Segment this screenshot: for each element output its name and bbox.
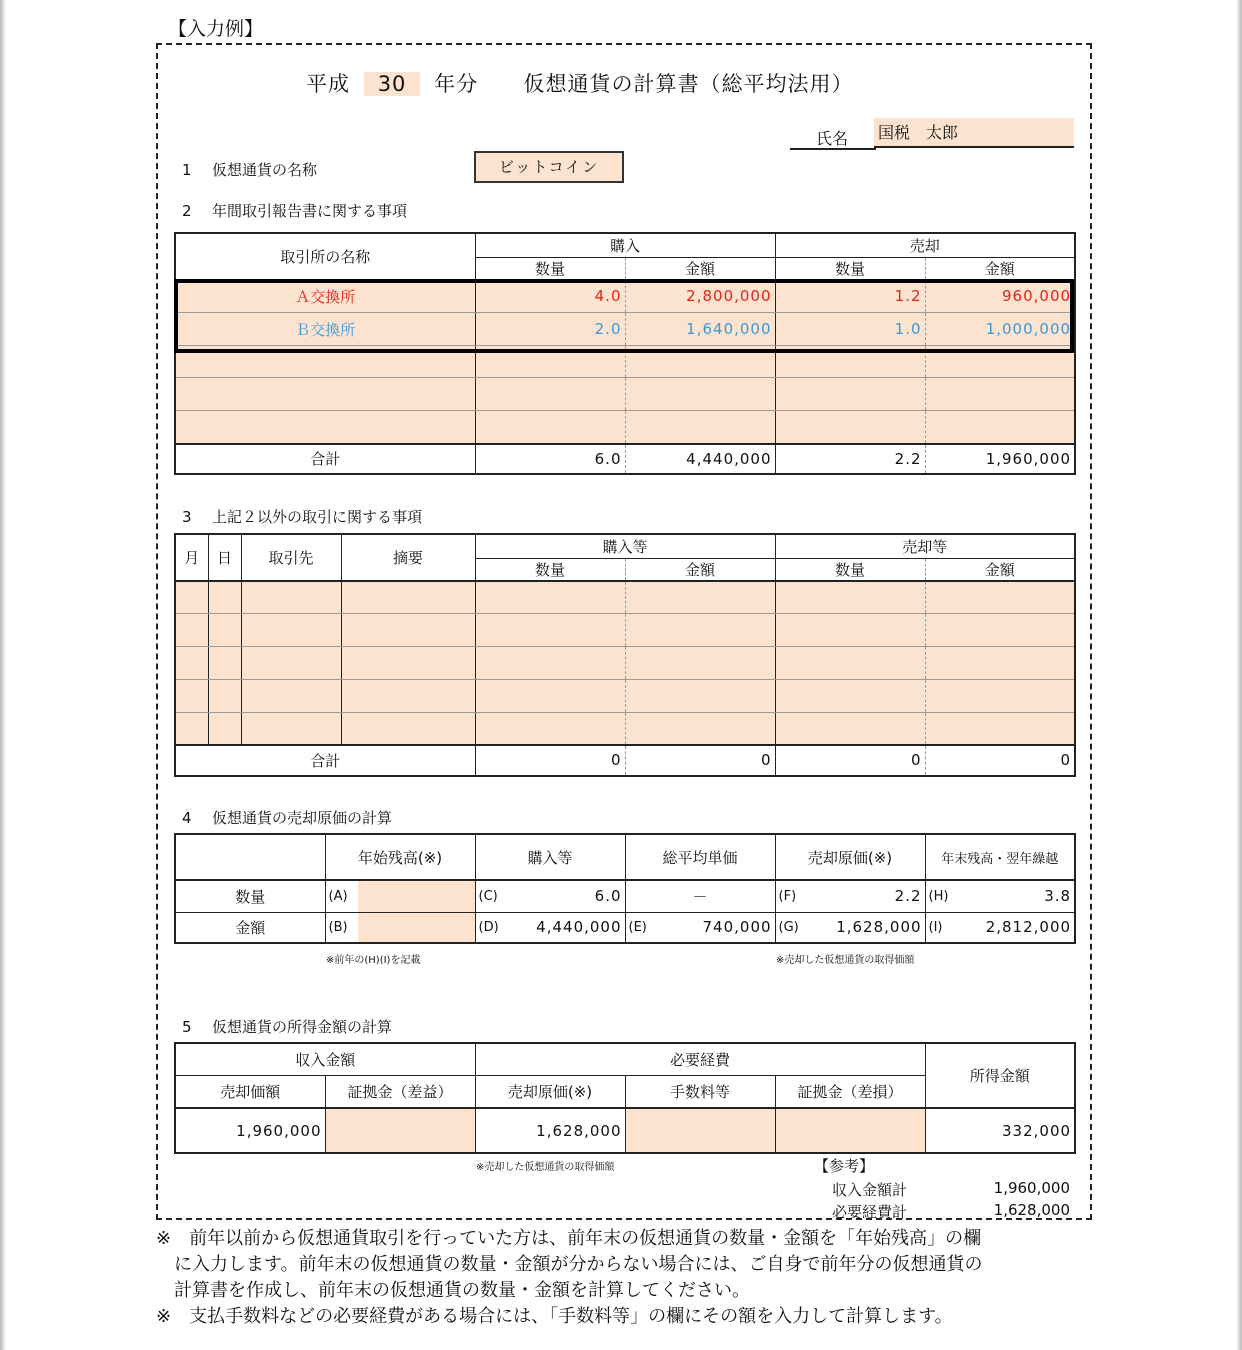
section4-label: 仮想通貨の売却原価の計算 (212, 809, 393, 827)
era-label: 平成 (306, 72, 350, 96)
sell-amount-cell[interactable] (925, 378, 1075, 411)
header-average-price: 総平均単価 (625, 834, 775, 880)
currency-name-field[interactable]: ビットコイン (474, 151, 624, 183)
footnote-line-3: 計算書を作成し、前年末の仮想通貨の数量・金額を計算してください。 (156, 1280, 750, 1301)
buy-amount-cell[interactable]: 1,640,000 (625, 313, 775, 346)
buy-amount-cell[interactable] (625, 581, 775, 614)
section5-number: 5 (182, 1018, 192, 1036)
sell-qty-cell[interactable] (775, 378, 925, 411)
section1-label: 仮想通貨の名称 (212, 161, 318, 179)
buy-qty-cell[interactable] (475, 614, 625, 647)
header-income-total: 所得金額 (925, 1043, 1075, 1108)
name-label: 氏名 (816, 129, 849, 148)
ref-expense-value: 1,628,000 (993, 1201, 1070, 1219)
sell-amount-cell[interactable] (925, 713, 1075, 745)
summary-cell[interactable] (341, 581, 475, 614)
header-sell-qty: 数量 (775, 558, 925, 581)
sell-amount-cell[interactable] (925, 647, 1075, 680)
sell-qty-cell[interactable] (775, 614, 925, 647)
margin-loss-field[interactable] (775, 1108, 925, 1153)
header-sell-amount: 金額 (925, 257, 1075, 280)
form-title (306, 68, 853, 98)
sale-price-value: 1,960,000 (175, 1108, 325, 1153)
sell-qty-cell[interactable] (775, 647, 925, 680)
buy-qty-cell[interactable] (475, 713, 625, 745)
header-purchases: 購入等 (475, 834, 625, 880)
buy-amount-cell[interactable] (625, 680, 775, 713)
margin-gain-field[interactable] (325, 1108, 475, 1153)
day-cell[interactable] (208, 713, 241, 745)
partner-cell[interactable] (241, 647, 341, 680)
header-month: 月 (175, 534, 208, 581)
sell-amount-cell[interactable] (925, 680, 1075, 713)
ref-income-value: 1,960,000 (993, 1179, 1070, 1197)
header-buy-amount: 金額 (625, 257, 775, 280)
opening-amount-field[interactable] (358, 912, 475, 943)
total-label: 合計 (175, 444, 475, 474)
header-partner: 取引先 (241, 534, 341, 581)
section5-heading (182, 1016, 392, 1037)
buy-qty-cell[interactable] (475, 680, 625, 713)
summary-cell[interactable] (341, 647, 475, 680)
summary-cell[interactable] (341, 614, 475, 647)
total-row (175, 745, 1075, 776)
section4-heading (182, 807, 392, 828)
sell-amount-cell[interactable]: 1,000,000 (925, 313, 1075, 346)
header-sale: 売却等 (775, 534, 1075, 558)
header-margin-loss: 証拠金（差損） (775, 1075, 925, 1108)
buy-amount-cell[interactable] (625, 713, 775, 745)
exchange-report-table (174, 232, 1076, 475)
month-cell[interactable] (175, 647, 208, 680)
month-cell[interactable] (175, 680, 208, 713)
section1-heading (182, 159, 317, 180)
month-cell[interactable] (175, 581, 208, 614)
sell-amount-cell[interactable]: 960,000 (925, 280, 1075, 313)
footnote-line-1: ※ 前年以前から仮想通貨取引を行っていた方は、前年末の仮想通貨の数量・金額を「年始残高」の欄 (156, 1228, 982, 1249)
label-f: (F) (775, 880, 808, 912)
header-margin-gain: 証拠金（差益） (325, 1075, 475, 1108)
exchange-name-cell[interactable]: Ａ交換所 (175, 280, 475, 313)
sell-amount-cell[interactable] (925, 614, 1075, 647)
name-underline (790, 148, 876, 150)
total-label: 合計 (175, 745, 475, 776)
row-label-amount: 金額 (175, 912, 325, 943)
total-buy-qty: 0 (475, 745, 625, 776)
sell-qty-cell[interactable]: 1.0 (775, 313, 925, 346)
summary-cell[interactable] (341, 713, 475, 745)
header-purchase: 購入等 (475, 534, 775, 558)
cost-note-2: ※売却した仮想通貨の取得価額 (476, 1162, 615, 1173)
partner-cell[interactable] (241, 680, 341, 713)
header-buy-amount: 金額 (625, 558, 775, 581)
fees-field[interactable] (625, 1108, 775, 1153)
month-cell[interactable] (175, 713, 208, 745)
section2-label: 年間取引報告書に関する事項 (212, 202, 408, 220)
partner-cell[interactable] (241, 581, 341, 614)
section3-number: 3 (182, 508, 192, 526)
header-day: 日 (208, 534, 241, 581)
header-income: 収入金額 (175, 1043, 475, 1075)
cost-amount-value: 1,628,000 (808, 912, 925, 943)
sell-qty-cell[interactable] (775, 581, 925, 614)
table-row (175, 713, 1075, 745)
total-sell-qty: 0 (775, 745, 925, 776)
footnote-line-2: に入力します。前年末の仮想通貨の数量・金額が分からない場合には、ご自身で前年分の仮想通貨の (156, 1254, 983, 1275)
section4-number: 4 (182, 809, 192, 827)
total-sell-amount: 0 (1060, 751, 1072, 769)
section2-heading (182, 200, 407, 221)
total-sell-qty: 2.2 (775, 444, 925, 474)
label-e: (E) (628, 919, 647, 935)
section1-number: 1 (182, 161, 192, 179)
label-g: (G) (778, 919, 799, 935)
total-buy-amount: 4,440,000 (625, 444, 775, 474)
table-row (175, 378, 1075, 411)
closing-qty-value: 3.8 (958, 880, 1075, 912)
sell-qty-cell[interactable] (775, 713, 925, 745)
total-buy-qty: 6.0 (475, 444, 625, 474)
other-transactions-table (174, 533, 1076, 777)
income-calculation-table (174, 1042, 1076, 1154)
day-cell[interactable] (208, 614, 241, 647)
cost-note: ※売却した仮想通貨の取得価額 (776, 955, 915, 966)
page-edge-right (1236, 0, 1242, 1350)
table-row (175, 912, 1075, 943)
buy-qty-cell[interactable] (475, 647, 625, 680)
table-row (175, 581, 1075, 614)
header-buy: 購入 (475, 233, 775, 257)
table-row (175, 1108, 1075, 1153)
header-opening-balance: 年始残高(※) (325, 834, 475, 880)
buy-amount-cell[interactable] (625, 378, 775, 411)
day-cell[interactable] (208, 680, 241, 713)
sell-qty-cell[interactable] (775, 411, 925, 444)
ref-income-label: 収入金額計 (832, 1181, 908, 1199)
section3-heading (182, 506, 422, 527)
table-row (175, 411, 1075, 444)
header-closing-balance: 年末残高・翌年繰越 (925, 834, 1075, 880)
section5-label: 仮想通貨の所得金額の計算 (212, 1018, 393, 1036)
average-price-value: 740,000 (658, 912, 775, 943)
year-field[interactable]: 30 (364, 72, 421, 96)
total-sell-amount: 1,960,000 (985, 449, 1072, 468)
header-exchange-name: 取引所の名称 (175, 233, 475, 280)
buy-qty-cell[interactable]: 2.0 (475, 313, 625, 346)
header-fees: 手数料等 (625, 1075, 775, 1108)
row-label-qty: 数量 (175, 880, 325, 912)
label-h: (H) (925, 880, 958, 912)
header-sell: 売却 (775, 233, 1075, 257)
section2-number: 2 (182, 202, 192, 220)
buy-qty-cell[interactable] (475, 581, 625, 614)
income-value: 332,000 (1002, 1121, 1072, 1140)
header-summary: 摘要 (341, 534, 475, 581)
cost-calculation-table (174, 833, 1076, 944)
section3-label: 上記２以外の取引に関する事項 (212, 508, 423, 526)
sell-qty-cell[interactable] (775, 680, 925, 713)
corner-cell (175, 834, 325, 880)
summary-cell[interactable] (341, 680, 475, 713)
header-sell-qty: 数量 (775, 257, 925, 280)
opening-balance-note: ※前年の(H)(I)を記載 (326, 955, 421, 966)
sell-amount-cell[interactable] (925, 581, 1075, 614)
ref-expense-label: 必要経費計 (832, 1203, 908, 1221)
buy-qty-cell[interactable] (475, 378, 625, 411)
label-b: (B) (328, 919, 348, 935)
closing-amount-value: 2,812,000 (985, 918, 1072, 937)
buy-qty-cell[interactable]: 4.0 (475, 280, 625, 313)
footnote-line-4: ※ 支払手数料などの必要経費がある場合には、「手数料等」の欄にその額を入力して計算します。 (156, 1306, 953, 1327)
partner-cell[interactable] (241, 713, 341, 745)
day-cell[interactable] (208, 581, 241, 614)
header-sale-price: 売却価額 (175, 1075, 325, 1108)
day-cell[interactable] (208, 647, 241, 680)
header-expenses: 必要経費 (475, 1043, 925, 1075)
header-sell-amount: 金額 (925, 558, 1075, 581)
page-edge-left (0, 0, 6, 1350)
buy-amount-cell[interactable] (625, 411, 775, 444)
label-i: (I) (928, 919, 943, 935)
buy-qty-cell[interactable] (475, 411, 625, 444)
sell-qty-cell[interactable]: 1.2 (775, 280, 925, 313)
highlight-frame (174, 279, 1074, 353)
exchange-name-cell[interactable] (175, 411, 475, 444)
total-row (175, 444, 1075, 474)
exchange-name-cell[interactable] (175, 378, 475, 411)
total-buy-amount: 0 (625, 745, 775, 776)
average-price-dash: － (625, 880, 775, 912)
sell-amount-cell[interactable] (925, 411, 1075, 444)
example-label: 【入力例】 (168, 18, 264, 40)
header-buy-qty: 数量 (475, 257, 625, 280)
label-c: (C) (475, 880, 508, 912)
cost-qty-value: 2.2 (808, 880, 925, 912)
exchange-name-cell[interactable]: Ｂ交換所 (175, 313, 475, 346)
partner-cell[interactable] (241, 614, 341, 647)
label-a: (A) (325, 880, 358, 912)
buy-amount-cell[interactable] (625, 647, 775, 680)
buy-amount-cell[interactable] (625, 614, 775, 647)
buy-amount-cell[interactable]: 2,800,000 (625, 280, 775, 313)
table-row (175, 680, 1075, 713)
table-row (175, 614, 1075, 647)
table-row (175, 647, 1075, 680)
cost-value: 1,628,000 (475, 1108, 625, 1153)
header-cost-of-sales: 売却原価(※) (475, 1075, 625, 1108)
reference-title: 【参考】 (814, 1157, 875, 1175)
opening-qty-field[interactable] (358, 880, 475, 912)
year-suffix: 年分 (434, 72, 479, 96)
purchase-amount-value: 4,440,000 (508, 912, 625, 943)
header-cost-of-sales: 売却原価(※) (775, 834, 925, 880)
table-row (175, 880, 1075, 912)
month-cell[interactable] (175, 614, 208, 647)
label-d: (D) (478, 919, 499, 935)
title-text: 仮想通貨の計算書（総平均法用） (523, 72, 854, 96)
name-field[interactable]: 国税 太郎 (874, 118, 1074, 148)
purchase-qty-value: 6.0 (508, 880, 625, 912)
header-buy-qty: 数量 (475, 558, 625, 581)
